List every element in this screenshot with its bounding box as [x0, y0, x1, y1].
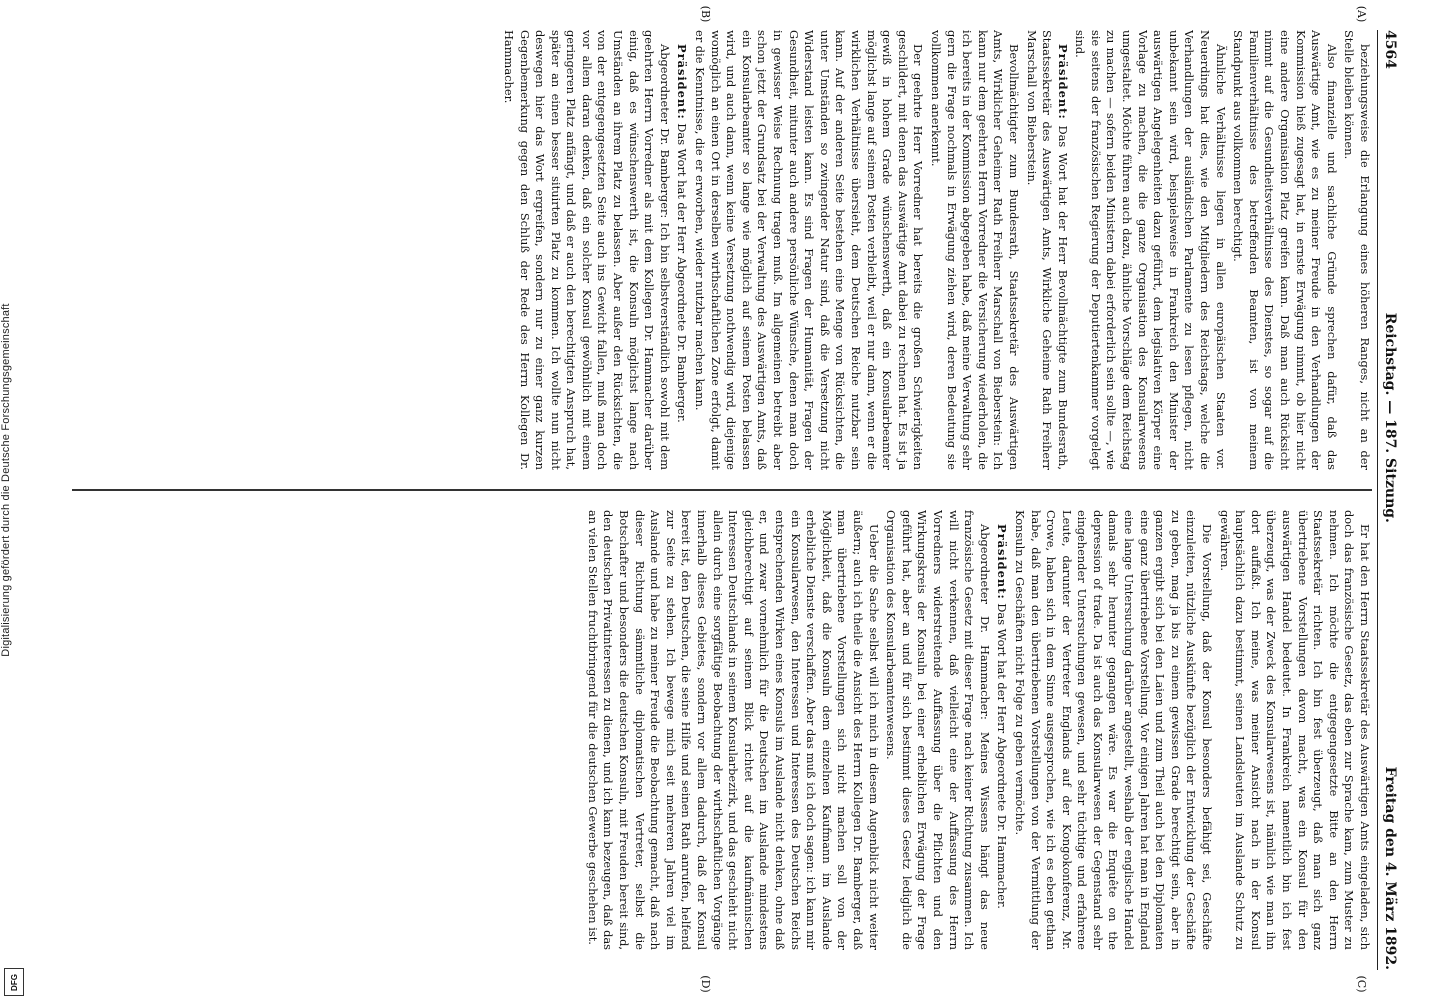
- paragraph: [1341, 30, 1372, 470]
- paragraph-text: Das Wort hat der Herr Abgeordnete Dr. Hammacher.: [995, 603, 1010, 909]
- paragraph-text: Ueber die Sache selbst will ich mich in diesem Augenblick nicht weiter äußern; auch ich theile die Ansicht des Herrn Kollegen Dr. Bamberger, daß man übertriebene Vorstellungen sich nicht machen soll von der Möglichkeit, daß die Konsuln dem einzelnen Kaufmann im Auslande erhebliche Dienste verschaffen. Aber das muß ich doch sagen: ich kann mir ein Konsularwesen, den Interessen und Interessen des Deutschen Reichs entsprechenden Wirken eines Konsuls im Auslande nicht denken, ohne daß er, und zwar vornehmlich für die Deutschen im Auslande mindestens gleichberechtigt auf seinem Blick richtet auf die kaufmännischen Interessen Deutschlands in seinem Konsularbezirk, und das geschieht nicht allein durch eine sorgfältige Beobachtung der wirthschaftlichen Vorgänge innerhalb dieses Gebietes, sondern vor allem dadurch, daß der Konsul bereit ist, den Deutschen, die seine Hilfe und seinen Rath anrufen, helfend zur Seite zu stehen. Ich bewege mich seit mehreren Jahren viel im Auslande und habe zu meiner Freude die Beobachtung gemacht, daß nach dieser Richtung sämmtliche diplomatischen Vertreter, selbst die Botschafter und besonders die deutschen Konsuln, mit Freuden bereit sind, den deutschen Privatinteressen zu dienen, und ich kann bezeugen, daß das an vielen Stellen fruchtbringend für die deutschen Gewerbe geschehen ist.: [585, 510, 881, 950]
- paragraph-text: Das Wort hat der Herr Abgeordnete Dr. Bamberger.: [675, 123, 690, 423]
- session-title: Reichstag. — 187. Sitzung.: [1382, 312, 1398, 523]
- paragraph: [1230, 30, 1339, 470]
- paragraph-text: Also finanzielle und sachliche Gründe sprechen dafür, daß das Auswärtige Amt, wie es zu meiner Freude in den Verhandlungen der Kommission hieß zugesagt hat, in ernste Erwägung nimmt, ob hier nicht eine andere Organisation Platz greifen kann. Daß man auch Rücksicht nimmt auf die Gesundheitsverhältnisse des Dienstes, so sogar auf die Familienverhältnisse des betreffenden Beamten, ist von meinem Standpunkt aus vollkommen berechtigt.: [1231, 30, 1339, 470]
- speaker-label: Präsident:: [1055, 44, 1070, 120]
- paragraph: [1023, 30, 1070, 470]
- dfg-logo-icon: [4, 968, 24, 996]
- paragraph: [584, 510, 880, 950]
- left-column: [72, 30, 1372, 470]
- paragraph: [500, 30, 672, 470]
- margin-letter-a: (A): [1355, 5, 1368, 23]
- page-inner: [48, 5, 1412, 993]
- dfg-logo-text: DFG: [9, 973, 19, 991]
- paragraph-text: Er hat den Herrn Staatssekretär des Auswärtigen Amts eingeladen, sich doch das französische Gesetz, das eben zur Sprache kam, zum Muster zu nehmen. Ich möchte die entgegengesetzte Bitte an den Herrn Staatssekretär richten. Ich bin fest überzeugt, daß man sich ganz übertriebene Vorstellungen davon macht, was ein Konsul für den auswärtigen Handel bedeutet. In Frankreich namentlich bin ich fest überzeugt, was der Zweck des Konsularwesens ist, nämlich wie man ihn dort auffaßt. Ich meine, was meiner Ansicht nach in der Konsul hauptsächlich dazu bestimmt, seinen Landsleuten im Auslande Schutz zu gewähren.: [1217, 510, 1372, 950]
- paragraph-text: beziehungsweise die Erlangung eines höheren Ranges, nicht an der Stelle bleiben können.: [1342, 30, 1372, 470]
- funding-sidebar: [0, 0, 28, 1000]
- paragraph: [927, 30, 1021, 470]
- paragraph-text: Ähnliche Verhältnisse liegen in allen europäischen Staaten vor. Neuerdings hat dies, wie den Mitgliedern des Reichstags, welche die Verhandlungen der ausländischen Parlamente zu lesen pflegen, nicht unbekannt sein wird, beispielsweise in Frankreich den Minister der auswärtigen Angelegenheiten dazu geführt, dem legislativen Körper eine Vorlage zu machen, die die ganze Organisation des Konsularwesens umgestaltet. Möchte führen auch dazu, ähnliche Vorschläge dem Reichstag zu machen — sofern beiden Ministern dabei erforderlich sein sollte —, wie sie seitens der französischen Regierung der Deputiertenkammer vorgelegt sind.: [1073, 30, 1228, 470]
- speaker-label: Präsident:: [995, 524, 1010, 600]
- paragraph-text: Abgeordneter Dr. Hammacher: Meines Wissens hängt das neue französische Gesetz mit dieser Frage nach keiner Richtung zusammen. Ich will nicht verkennen, daß vielleicht eine der Auffassung des Herrn Vorredners widerstreitende Auffassung über die Pflichten und den Wirkungskreis der Konsuln bei einer erheblichen Erwägung der Frage geführt hat, aber an und für sich bestimmt dieses Gesetz lediglich die Organisation des Konsularbeamtenwesens.: [884, 510, 992, 950]
- paragraph: [674, 30, 690, 470]
- paragraph-text: Die Vorstellung, daß der Konsul besonders befähigt sei, Geschäfte einzuleiten, nützliche Auskünfte bezüglich der Entwicklung der Geschäfte zu geben, mag ja bis zu einem gewissen Grade berechtigt sein, aber in ganzen ergibt sich bei den Laien und zum Theil auch bei den Diplomaten eine ganz übertriebene Vorstellung. Vor einigen Jahren hat man in England eine lange Untersuchung darüber angestellt, weshalb der englische Handel damals sehr herunter gegangen wäre. Es war die Enquête on the depression of trade. Da ist auch das Konsularwesen der Gegenstand sehr eingehender Untersuchungen gewesen, und sehr tüchtige und erfahrene Leute, darunter der Vertreter Englands auf der Kongokonferenz, Mr. Crowe, haben sich in dem Sinne ausgesprochen, wie ich es eben gethan habe, daß man den übertriebenen Vorstellungen von der Vermittlung der Konsuln zu Geschäften nicht Folge zu geben vermöchte.: [1012, 510, 1215, 950]
- paragraph-text: Abgeordneter Dr. Bamberger: Ich bin selbstverständlich sowohl mit dem geehrten Herrn Vorredner als mit dem Kollegen Dr. Hammacher darüber einig, daß es wünschenswerth ist, die Konsuln möglichst lange nach Umständen an ihrem Platz zu belassen. Aber außer den Rücksichten, die von der entgegengesetzten Seite auch ins Gewicht fallen, muß man doch vor allem daran denken, daß ein solcher Konsul gewöhnlich mit einem geringeren Platz anfängt, und daß er auch den berechtigten Anspruch hat, später an einen besser situirten Platz zu kommen. Ich wollte nun nicht deswegen hier das Wort ergreifen, sondern nur zu einer ganz kurzen Gegenbemerkung gegen den Schluß der Rede des Herrn Kollegen Dr. Hammacher.: [501, 30, 672, 470]
- paragraph: [691, 30, 925, 470]
- paragraph: [1011, 510, 1214, 950]
- paragraph-text: Der geehrte Herr Vorredner hat bereits die großen Schwierigkeiten geschildert, mit denen das Auswärtige Amt dabei zu rechnen hat. Es ist ja gewiß in hohem Grade wünschenswerth, daß ein Konsularbeamter möglichst lange auf seinem Posten verbleibt, weil er nur dann, wenn er die wirklichen Verhältnisse übersieht, dem Deutschen Reiche nutzbar sein kann. Auf der anderen Seite bestehen eine Menge von Rücksichten, die unter Umständen so zwingender Natur sind, daß die Versetzung nicht Widerstand leisten kann. Es sind Fragen der Humanität, Fragen der Gesundheit, mitunter auch andere persönliche Wünsche, denen man doch in gewisser Weise Rechnung tragen muß. Im allgemeinen betreibt aber schon jetzt der Grundsatz bei der Verwaltung des Auswärtigen Amts, daß ein Konsularbeamter so lange wie möglich auf seinem Posten belassen wird, und auch dann, wenn keine Versetzung nothwendig wird, diejenige womöglich an einen Ort in derselben wirthschaftlichen Zone erfolgt, damit er die Kenntnisse, die er erworben, wieder nutzbar machen kann.: [693, 30, 926, 470]
- speaker-label: Präsident:: [675, 44, 690, 120]
- margin-letter-d: (D): [699, 975, 712, 993]
- paragraph: [883, 510, 992, 950]
- right-column: [72, 510, 1372, 950]
- paragraph: [1072, 30, 1228, 470]
- paragraph-text: Das Wort hat der Herr Bevollmächtigte zum Bundesrath, Staatssekretär des Auswärtigen Amts, Wirkliche Geheime Rath Freiherr Marschall von Bieberstein.: [1024, 30, 1070, 470]
- page-header: [1377, 30, 1412, 970]
- page-number: 4564: [1382, 30, 1398, 69]
- paragraph: [994, 510, 1010, 950]
- funding-credit: Digitalisierung gefördert durch die Deutsche Forschungsgemeinschaft: [0, 303, 12, 657]
- column-divider: [72, 489, 1372, 491]
- paragraph: [1216, 510, 1372, 950]
- session-date: Freitag den 4. März 1892.: [1382, 766, 1398, 970]
- margin-letter-b: (B): [699, 5, 712, 23]
- margin-letter-c: (C): [1355, 975, 1368, 993]
- paragraph-text: Bevollmächtigter zum Bundesrath, Staatssekretär des Auswärtigen Amts, Wirklicher Geheimer Rath Freiherr Marschall von Bieberstein: Ich kann nur dem geehrten Herrn Vorredner die Versicherung wiederholen, die ich bereits in der Kommission abgegeben habe, daß meine Verwaltung sehr gern die Frage nochmals in Erwägung ziehen wird, deren Bedeutung sie vollkommen anerkennt.: [928, 30, 1021, 470]
- scanned-page: [28, 0, 1432, 1000]
